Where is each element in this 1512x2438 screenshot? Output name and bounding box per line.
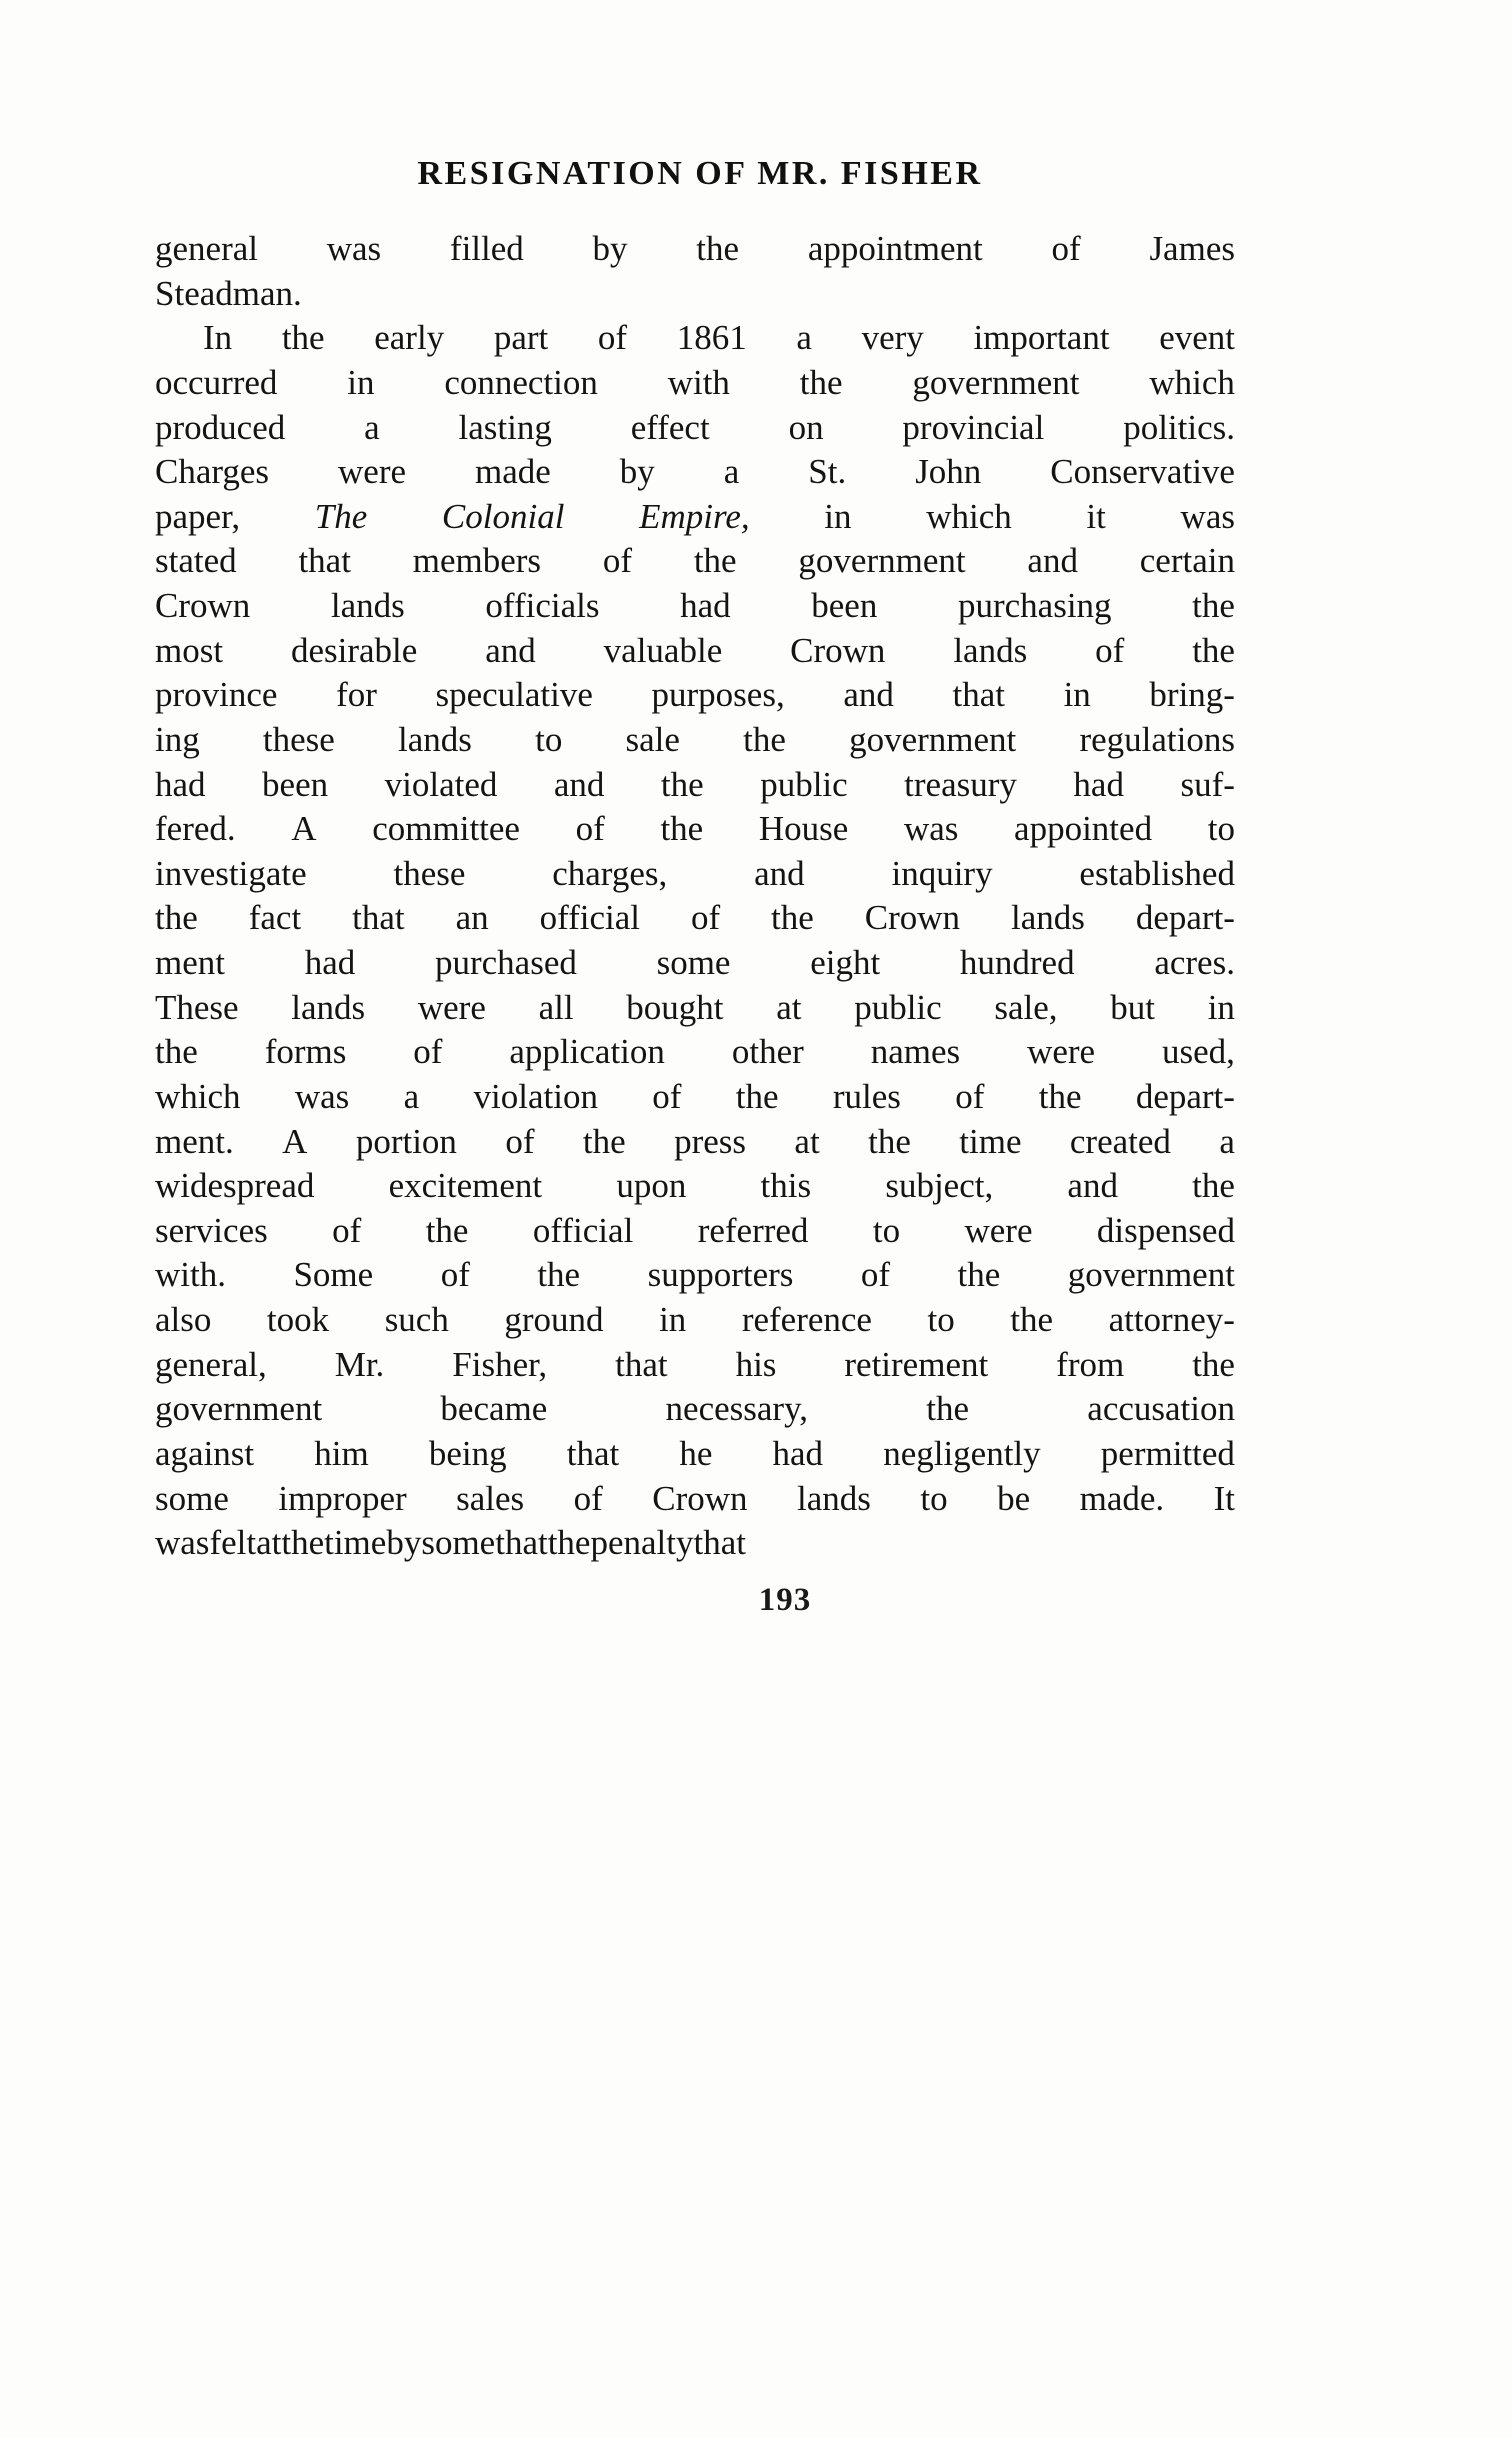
word: been: [811, 586, 878, 625]
word: accusation: [1087, 1389, 1235, 1429]
word: general,: [155, 1344, 267, 1384]
word: the: [1192, 630, 1235, 670]
word: used,: [1162, 1032, 1235, 1072]
word: lands: [398, 719, 472, 759]
word: of: [1095, 630, 1125, 670]
word: by: [386, 1523, 422, 1563]
word: the: [696, 229, 740, 268]
word: regulations: [1079, 719, 1235, 759]
word: of: [505, 1121, 535, 1161]
word: of: [652, 1076, 682, 1116]
word: inquiry: [891, 853, 993, 893]
word: purposes,: [651, 675, 785, 715]
word: Empire,: [639, 496, 750, 536]
word: also: [155, 1300, 212, 1339]
word: took: [266, 1300, 330, 1339]
word: in: [347, 362, 375, 402]
word: Mr.: [334, 1344, 385, 1384]
word: to: [920, 1478, 948, 1518]
word: early: [374, 318, 445, 358]
word: of: [575, 809, 605, 849]
word: negligently: [883, 1433, 1041, 1473]
paragraph-2: [155, 316, 1235, 1566]
word: dispensed: [1096, 1210, 1235, 1250]
word: which: [1149, 362, 1235, 402]
word: certain: [1139, 541, 1235, 581]
word: portion: [355, 1121, 457, 1161]
word: sales: [456, 1478, 525, 1518]
word: permitted: [1100, 1433, 1235, 1473]
word: public: [854, 987, 942, 1027]
word: of: [440, 1255, 470, 1295]
word: ground: [504, 1300, 604, 1339]
word: the: [743, 719, 786, 759]
text-line: [155, 1164, 1235, 1209]
word: of: [413, 1032, 443, 1072]
word: John: [915, 452, 982, 492]
word: the: [1192, 1344, 1235, 1384]
word: the: [155, 1032, 198, 1072]
word: lasting: [458, 407, 552, 447]
word: depart-: [1135, 898, 1235, 938]
word: government: [849, 719, 1017, 759]
text-line: [155, 316, 1235, 361]
word: by: [592, 229, 628, 268]
word: of: [860, 1255, 891, 1295]
word: and: [485, 630, 536, 670]
word: to: [872, 1210, 901, 1250]
word: he: [679, 1433, 713, 1473]
word: these: [393, 853, 466, 893]
word: and: [553, 764, 605, 804]
word: sale,: [994, 987, 1058, 1027]
word: charges,: [552, 853, 668, 893]
word: became: [440, 1389, 548, 1429]
word: paper,: [155, 496, 241, 536]
word: reference: [741, 1300, 872, 1339]
word: appointment: [807, 229, 983, 268]
word: being: [428, 1433, 507, 1473]
word: that: [693, 1523, 746, 1563]
word: to: [927, 1300, 955, 1339]
word: the: [660, 809, 704, 849]
word: the: [547, 1523, 591, 1563]
word: of: [597, 318, 628, 358]
word: was: [326, 229, 382, 268]
word: Crown: [864, 898, 961, 938]
word: be: [997, 1478, 1031, 1518]
word: the: [1010, 1300, 1054, 1339]
word: some: [656, 943, 731, 982]
word: referred: [697, 1210, 809, 1250]
word: that: [298, 541, 351, 581]
word: all: [538, 987, 574, 1027]
word: had: [155, 764, 206, 804]
word: These: [155, 987, 239, 1027]
word: and: [1067, 1166, 1118, 1206]
word: violated: [384, 764, 498, 804]
word: the: [537, 1255, 581, 1295]
word: 1861: [676, 318, 747, 358]
text-line: [155, 495, 1235, 540]
word: was: [903, 809, 959, 849]
word: A: [291, 809, 317, 849]
word: the: [582, 1121, 626, 1161]
word: these: [262, 719, 335, 759]
text-line: [155, 227, 1235, 272]
text-line: [155, 986, 1235, 1031]
text-line: [155, 941, 1235, 986]
word: with.: [155, 1255, 226, 1295]
text-line: [155, 763, 1235, 808]
word: province: [155, 675, 278, 715]
word: made.: [1079, 1478, 1165, 1518]
word: committee: [372, 809, 520, 849]
word: a: [364, 407, 380, 447]
word: and: [754, 853, 805, 893]
word: which: [926, 496, 1012, 536]
word: lands: [330, 586, 405, 625]
word: it: [1086, 496, 1106, 536]
word: purchasing: [957, 586, 1112, 625]
word: desirable: [290, 630, 418, 670]
word: subject,: [885, 1166, 994, 1206]
word: established: [1079, 853, 1235, 893]
word: that: [952, 675, 1005, 715]
text-line: [155, 718, 1235, 763]
word: felt: [209, 1523, 257, 1563]
word: against: [155, 1433, 255, 1473]
word: that: [615, 1344, 668, 1384]
word: the: [425, 1210, 469, 1250]
word: eight: [810, 943, 881, 982]
word: some: [421, 1523, 496, 1563]
word: the: [1192, 586, 1235, 625]
word: bring-: [1149, 675, 1235, 715]
word: government: [155, 1389, 323, 1429]
text-line: [155, 807, 1235, 852]
word: the: [799, 362, 843, 402]
text-line: [155, 272, 1235, 317]
word: Crown: [155, 586, 251, 625]
word: official: [539, 898, 640, 938]
word: from: [1056, 1344, 1125, 1384]
word: a: [403, 1076, 420, 1116]
word: rules: [832, 1076, 901, 1116]
word: ing: [155, 719, 200, 759]
word: with: [667, 362, 730, 402]
word: fact: [248, 898, 302, 938]
word: House: [758, 809, 849, 849]
word: valuable: [603, 630, 723, 670]
word: filled: [449, 229, 524, 268]
word: forms: [264, 1032, 347, 1072]
text-line: [155, 673, 1235, 718]
word: the: [1038, 1076, 1082, 1116]
word: the: [735, 1076, 779, 1116]
word: depart-: [1135, 1076, 1235, 1116]
word: very: [861, 318, 924, 358]
word: such: [384, 1300, 449, 1339]
word: on: [788, 407, 824, 447]
word: of: [690, 898, 721, 938]
word: ment.: [155, 1121, 234, 1161]
word: Colonial: [441, 496, 565, 536]
word: some: [155, 1478, 229, 1518]
word: of: [1051, 229, 1081, 268]
word: Crown: [652, 1478, 748, 1518]
text-line: [155, 1432, 1235, 1477]
word: St.: [808, 452, 847, 492]
word: of: [332, 1210, 362, 1250]
word: in: [824, 496, 852, 536]
word: the: [281, 318, 325, 358]
word: the: [957, 1255, 1001, 1295]
text-line: [155, 1298, 1235, 1343]
word: fered.: [155, 809, 236, 849]
page-content: [155, 155, 1235, 1619]
text-line: [155, 1343, 1235, 1388]
word: speculative: [435, 675, 593, 715]
text-line: [155, 1477, 1235, 1522]
word: the: [926, 1389, 970, 1429]
word: public: [760, 764, 848, 804]
word: investigate: [155, 853, 307, 893]
word: of: [602, 541, 633, 581]
word: connection: [444, 362, 598, 402]
word: acres.: [1154, 943, 1235, 982]
word: the: [1192, 1166, 1235, 1206]
word: in: [1207, 987, 1235, 1027]
word: to: [535, 719, 563, 759]
word: excitement: [388, 1166, 543, 1206]
word: time: [324, 1523, 387, 1563]
word: the: [868, 1121, 911, 1161]
word: James: [1149, 229, 1235, 268]
word: to: [1207, 809, 1235, 849]
page-number: 193: [758, 1581, 812, 1618]
word: retirement: [844, 1344, 989, 1384]
text-line: [155, 629, 1235, 674]
word: general: [155, 229, 258, 268]
word: widespread: [155, 1166, 315, 1206]
word: In: [203, 318, 233, 358]
word: occurred: [155, 362, 278, 402]
word: a: [723, 452, 740, 492]
word: penalty: [590, 1523, 694, 1563]
word: a: [1219, 1121, 1235, 1161]
word: appointed: [1014, 809, 1153, 849]
word: lands: [797, 1478, 871, 1518]
word: upon: [616, 1166, 687, 1206]
text-line: [155, 1209, 1235, 1254]
text-line: [155, 852, 1235, 897]
text-line: [155, 1253, 1235, 1298]
word: at: [794, 1121, 820, 1161]
word: press: [674, 1121, 747, 1161]
text-line: [155, 896, 1235, 941]
word: lands: [1011, 898, 1085, 938]
word: officials: [485, 586, 600, 625]
word: at: [256, 1523, 282, 1563]
word: that: [495, 1523, 548, 1563]
word: government: [798, 541, 966, 581]
word: which: [155, 1076, 241, 1116]
word: the: [281, 1523, 325, 1563]
text-line: [155, 406, 1235, 451]
word: Conservative: [1050, 452, 1235, 492]
word: part: [493, 318, 549, 358]
text-line: [155, 1120, 1235, 1165]
word: sale: [625, 719, 680, 759]
word: him: [314, 1433, 369, 1473]
word: official: [532, 1210, 634, 1250]
word: important: [973, 318, 1110, 358]
word: had: [680, 586, 731, 625]
word: been: [262, 764, 329, 804]
word: had: [1073, 764, 1124, 804]
word: made: [475, 452, 551, 492]
word: politics.: [1123, 407, 1235, 447]
word: created: [1069, 1121, 1171, 1161]
word: The: [314, 496, 368, 536]
word: provincial: [902, 407, 1045, 447]
word: was: [294, 1076, 350, 1116]
word: Charges: [155, 452, 270, 492]
word: that: [566, 1433, 620, 1473]
word: was: [1180, 496, 1235, 536]
word: necessary,: [665, 1389, 809, 1429]
text-line: [155, 1075, 1235, 1120]
word: an: [455, 898, 489, 938]
word: supporters: [647, 1255, 794, 1295]
word: of: [573, 1478, 603, 1518]
word: attorney-: [1108, 1300, 1235, 1339]
word: effect: [630, 407, 710, 447]
text-line: [155, 1521, 1235, 1566]
word: other: [731, 1032, 804, 1072]
word: of: [955, 1076, 985, 1116]
word: It: [1213, 1478, 1235, 1518]
text-line: [155, 361, 1235, 406]
word: in: [659, 1300, 687, 1339]
word: bought: [626, 987, 724, 1027]
text-line: [155, 1030, 1235, 1075]
word: A: [282, 1121, 308, 1161]
word: the: [771, 898, 814, 938]
word: had: [304, 943, 356, 982]
word: were: [338, 452, 407, 492]
word: and: [1027, 541, 1078, 581]
word: was: [155, 1523, 210, 1563]
word: improper: [278, 1478, 407, 1518]
word: were: [964, 1210, 1033, 1250]
word: the: [155, 898, 198, 938]
word: the: [693, 541, 737, 581]
running-head: RESIGNATION OF MR. FISHER: [417, 155, 983, 192]
word: and: [843, 675, 894, 715]
text-line: [155, 584, 1235, 629]
word: Steadman.: [155, 273, 302, 313]
word: government: [912, 362, 1080, 402]
word: services: [155, 1210, 268, 1250]
word: stated: [155, 541, 237, 581]
word: were: [417, 987, 486, 1027]
text-line: [155, 1387, 1235, 1432]
word: a: [796, 318, 812, 358]
paragraph-1: [155, 227, 1235, 316]
word: at: [776, 987, 802, 1027]
word: members: [412, 541, 542, 581]
word: lands: [291, 987, 366, 1027]
word: in: [1063, 675, 1091, 715]
word: application: [509, 1032, 665, 1072]
word: Crown: [790, 630, 886, 670]
word: ment: [155, 943, 225, 982]
word: suf-: [1180, 764, 1235, 804]
text-line: [155, 450, 1235, 495]
word: were: [1027, 1032, 1096, 1072]
word: his: [735, 1344, 777, 1384]
word: hundred: [959, 943, 1075, 982]
word: had: [772, 1433, 824, 1473]
word: Fisher,: [452, 1344, 548, 1384]
word: treasury: [904, 764, 1017, 804]
word: that: [352, 898, 405, 938]
word: by: [619, 452, 655, 492]
word: lands: [953, 630, 1028, 670]
word: purchased: [434, 943, 577, 982]
text-line: [155, 539, 1235, 584]
word: for: [336, 675, 377, 715]
word: the: [660, 764, 704, 804]
word: violation: [473, 1076, 598, 1116]
word: event: [1159, 318, 1235, 358]
word: time: [959, 1121, 1022, 1161]
word: but: [1110, 987, 1155, 1027]
word: produced: [155, 407, 286, 447]
word: most: [155, 630, 224, 670]
body-text: [155, 227, 1235, 1566]
word: names: [870, 1032, 961, 1072]
word: government: [1067, 1255, 1235, 1295]
word: this: [760, 1166, 812, 1206]
word: Some: [293, 1255, 374, 1295]
